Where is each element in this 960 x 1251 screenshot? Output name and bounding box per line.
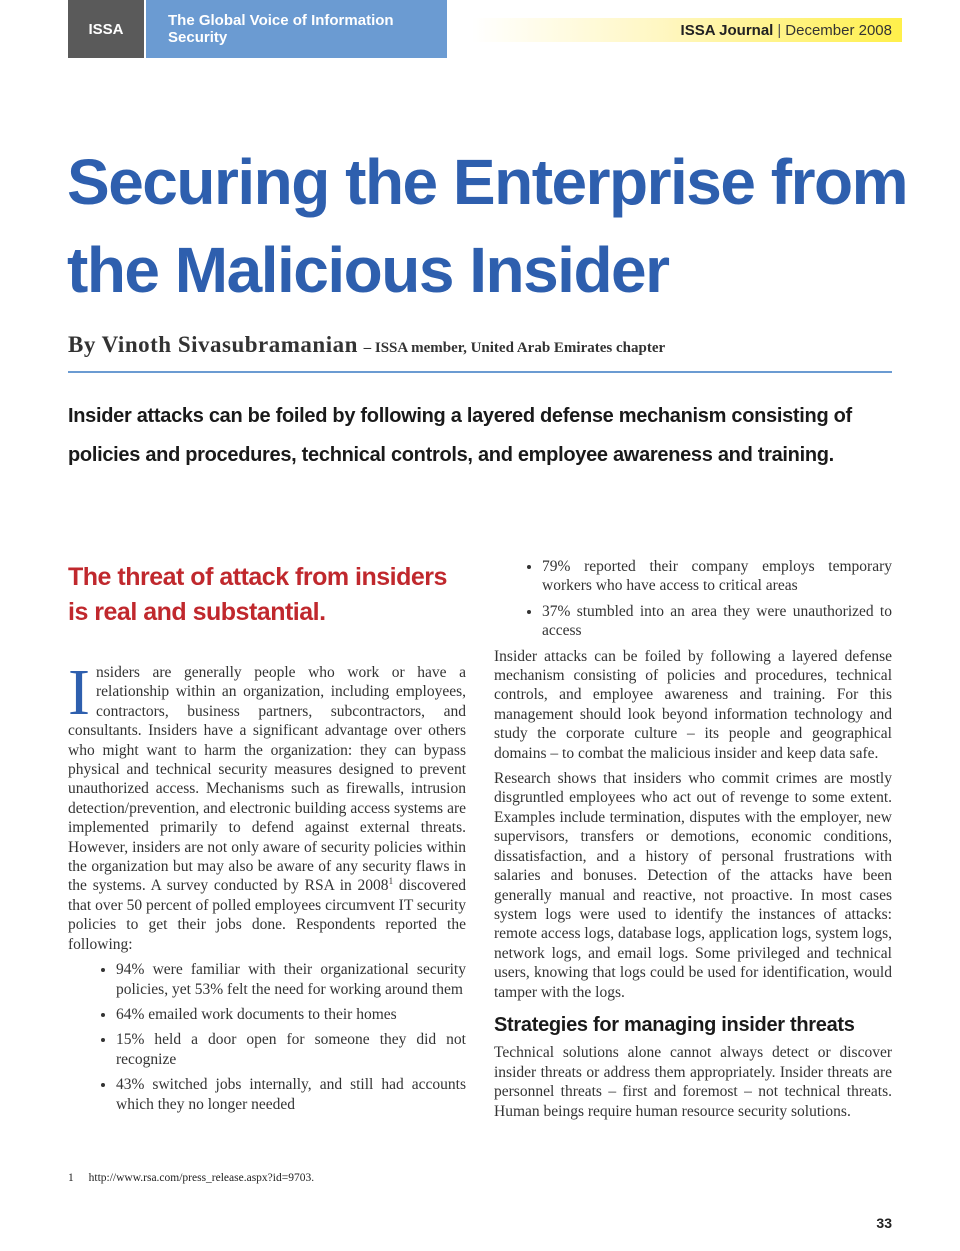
article-lede: Insider attacks can be foiled by following a layered defense mechanism consisting of policies and procedures, technical controls, and employee awareness and training. (68, 405, 852, 466)
body-paragraph: Insider attacks can be foiled by following a layered defense mechanism consisting of policies and procedures, technical controls, and employee awareness and training. For this management should look beyond information technology and study the corporate culture – its people and geographical domains – to combat the malicious insider and keep data safe. (494, 647, 892, 762)
journal-issue-date: December 2008 (785, 21, 892, 39)
survey-results-list (68, 960, 466, 1114)
list-item: • 79% reported their company employs temporary workers who have access to critical areas (542, 557, 892, 596)
footnote-link[interactable]: http://www.rsa.com/press_release.aspx?id=9703. (88, 1172, 315, 1184)
journal-separator: | (777, 21, 782, 39)
footnote-reference[interactable]: 1 (388, 876, 394, 887)
drop-cap: I (68, 656, 90, 729)
journal-name: ISSA Journal (680, 21, 774, 39)
issa-tag: ISSA (68, 0, 144, 58)
byline-author: By Vinoth Sivasubramanian (68, 332, 358, 357)
tagline-banner: The Global Voice of Information Security (146, 0, 447, 58)
journal-issue-banner (472, 18, 902, 42)
intro-paragraph (68, 656, 466, 954)
byline-affiliation: – ISSA member, United Arab Emirates chapter (363, 340, 666, 356)
list-item: • 43% switched jobs internally, and still had accounts which they no longer needed (116, 1075, 466, 1114)
page-header (0, 0, 960, 58)
footnote (68, 1172, 314, 1184)
byline (68, 332, 665, 358)
body-paragraph: Technical solutions alone cannot always detect or discover insider threats or address them appropriately. Insider threats are personnel threats – first and foremost – not technical threats. Human beings require human resource security solutions. (494, 1044, 892, 1120)
footnote-number: 1 (68, 1172, 74, 1184)
page-number: 33 (876, 1215, 892, 1231)
list-item: • 37% stumbled into an area they were unauthorized to access (542, 602, 892, 641)
intro-text-part-1: nsiders are generally people who work or have a relationship within an organization, including employees, contractors, business partners, subcontractors, and consultants. Insiders have a significant advantage over others who might want to harm the organization: they can bypass physical and technical security measures designed to prevent unauthorized access. Mechanisms such as firewalls, intrusion detection/prevention, and electronic building access systems are implemented primarily to defend against external threats. However, insiders are not only aware of security policies within the organization but may also be aware of any security flaws in the systems. A survey conducted by RSA in 2008 (68, 664, 466, 895)
list-item: • 15% held a door open for someone they did not recognize (116, 1030, 466, 1069)
intro-text-part-2: discovered that over 50 percent of polled employees circumvent IT security policies to get their jobs done. Respondents reported the following: (68, 877, 466, 953)
right-column (494, 557, 892, 1127)
article-title: Securing the Enterprise from the Malicious Insider (67, 146, 907, 306)
title-divider (68, 371, 892, 373)
section-heading: The threat of attack from insiders is real and substantial. (68, 563, 447, 626)
list-item: • 64% emailed work documents to their homes (116, 1005, 466, 1024)
left-column (68, 560, 466, 1120)
survey-results-list-continued (494, 557, 892, 641)
list-item: • 94% were familiar with their organizational security policies, yet 53% felt the need for working around them (116, 960, 466, 999)
body-paragraph: Research shows that insiders who commit crimes are mostly disgruntled employees who act out of revenge to some extent. Examples include termination, disputes with the employer, new supervisors, transfers or demotions, economic conditions, dissatisfaction, and a history of personal frustrations with salaries and bonuses. Detection of the attacks have been generally manual and reactive, not proactive. In most cases system logs were used to identify the instances of attacks: remote access logs, database logs, application logs, system logs, network logs, and email logs. Some privileged and technical users, knowing that logs could be used for identification, would tamper with the logs. (494, 770, 892, 1001)
section-subheading: Strategies for managing insider threats (494, 1013, 855, 1036)
